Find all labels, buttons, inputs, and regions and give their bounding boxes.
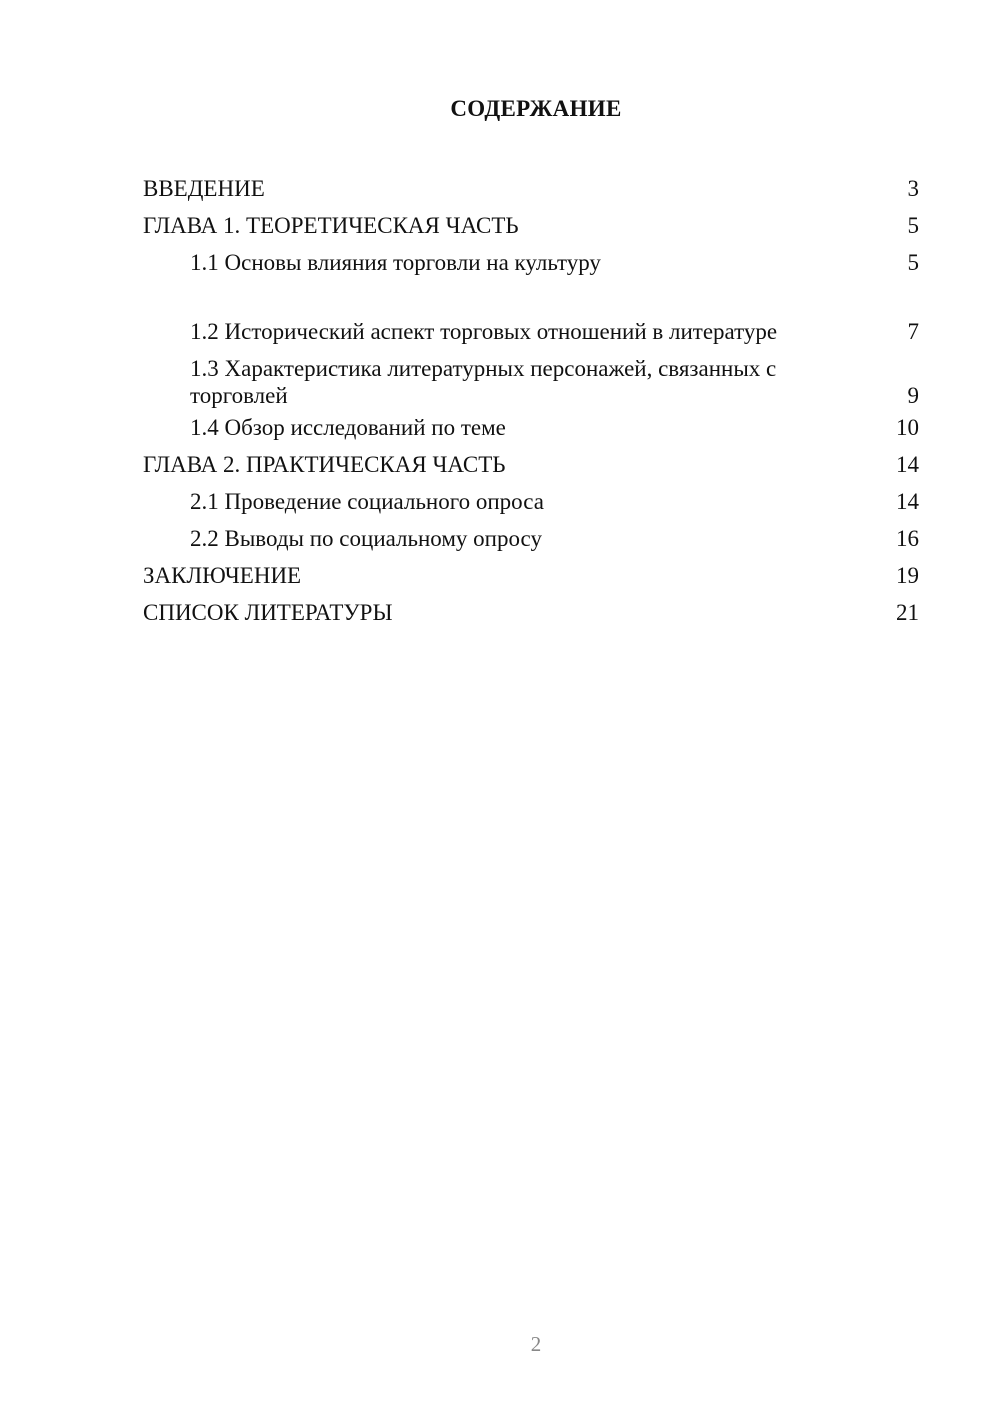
toc-entry-page: 14 bbox=[896, 489, 919, 514]
toc-entry-section-2-2[interactable] bbox=[143, 520, 919, 557]
toc-entry-label: ЗАКЛЮЧЕНИЕ bbox=[143, 563, 302, 588]
toc-entry-page: 5 bbox=[907, 213, 919, 238]
toc-entry-references[interactable] bbox=[143, 594, 919, 631]
toc-entry-chapter-1[interactable] bbox=[143, 207, 919, 244]
toc-entry-label: ГЛАВА 2. ПРАКТИЧЕСКАЯ ЧАСТЬ bbox=[143, 452, 506, 477]
toc-entry-conclusion[interactable] bbox=[143, 557, 919, 594]
toc-entry-chapter-2[interactable] bbox=[143, 446, 919, 483]
toc-entry-page: 19 bbox=[896, 563, 919, 588]
toc-entry-label: ГЛАВА 1. ТЕОРЕТИЧЕСКАЯ ЧАСТЬ bbox=[143, 213, 519, 238]
toc-entry-page: 16 bbox=[896, 526, 919, 551]
toc-entry-page: 5 bbox=[907, 250, 919, 275]
toc-entry-label: 1.2 Исторический аспект торговых отношений в литературе bbox=[190, 319, 778, 344]
toc-entry-section-1-1[interactable] bbox=[143, 244, 919, 281]
toc-entry-label: ВВЕДЕНИЕ bbox=[143, 176, 265, 201]
toc-entry-label: 1.1 Основы влияния торговли на культуру bbox=[190, 250, 601, 275]
toc-entry-section-1-3[interactable] bbox=[143, 345, 919, 409]
table-of-contents bbox=[143, 170, 919, 631]
toc-entry-page: 14 bbox=[896, 452, 919, 477]
toc-entry-label: 1.4 Обзор исследований по теме bbox=[190, 415, 506, 440]
toc-entry-section-1-2[interactable] bbox=[143, 281, 919, 345]
toc-entry-section-1-4[interactable] bbox=[143, 409, 919, 446]
toc-entry-label: СПИСОК ЛИТЕРАТУРЫ bbox=[143, 600, 393, 625]
toc-entry-page: 3 bbox=[907, 176, 919, 201]
toc-entry-label: 1.3 Характеристика литературных персонажей, связанных с торговлей bbox=[190, 356, 777, 408]
toc-entry-label: 2.2 Выводы по социальному опросу bbox=[190, 526, 542, 551]
page-number: 2 bbox=[530, 1332, 542, 1356]
toc-entry-page: 21 bbox=[896, 600, 919, 625]
toc-entry-page: 9 bbox=[907, 383, 919, 408]
toc-entry-introduction[interactable] bbox=[143, 170, 919, 207]
toc-title: СОДЕРЖАНИЕ bbox=[450, 96, 622, 121]
toc-entry-label: 2.1 Проведение социального опроса bbox=[190, 489, 544, 514]
toc-entry-page: 7 bbox=[907, 319, 919, 344]
toc-entry-section-2-1[interactable] bbox=[143, 483, 919, 520]
toc-entry-page: 10 bbox=[896, 415, 919, 440]
